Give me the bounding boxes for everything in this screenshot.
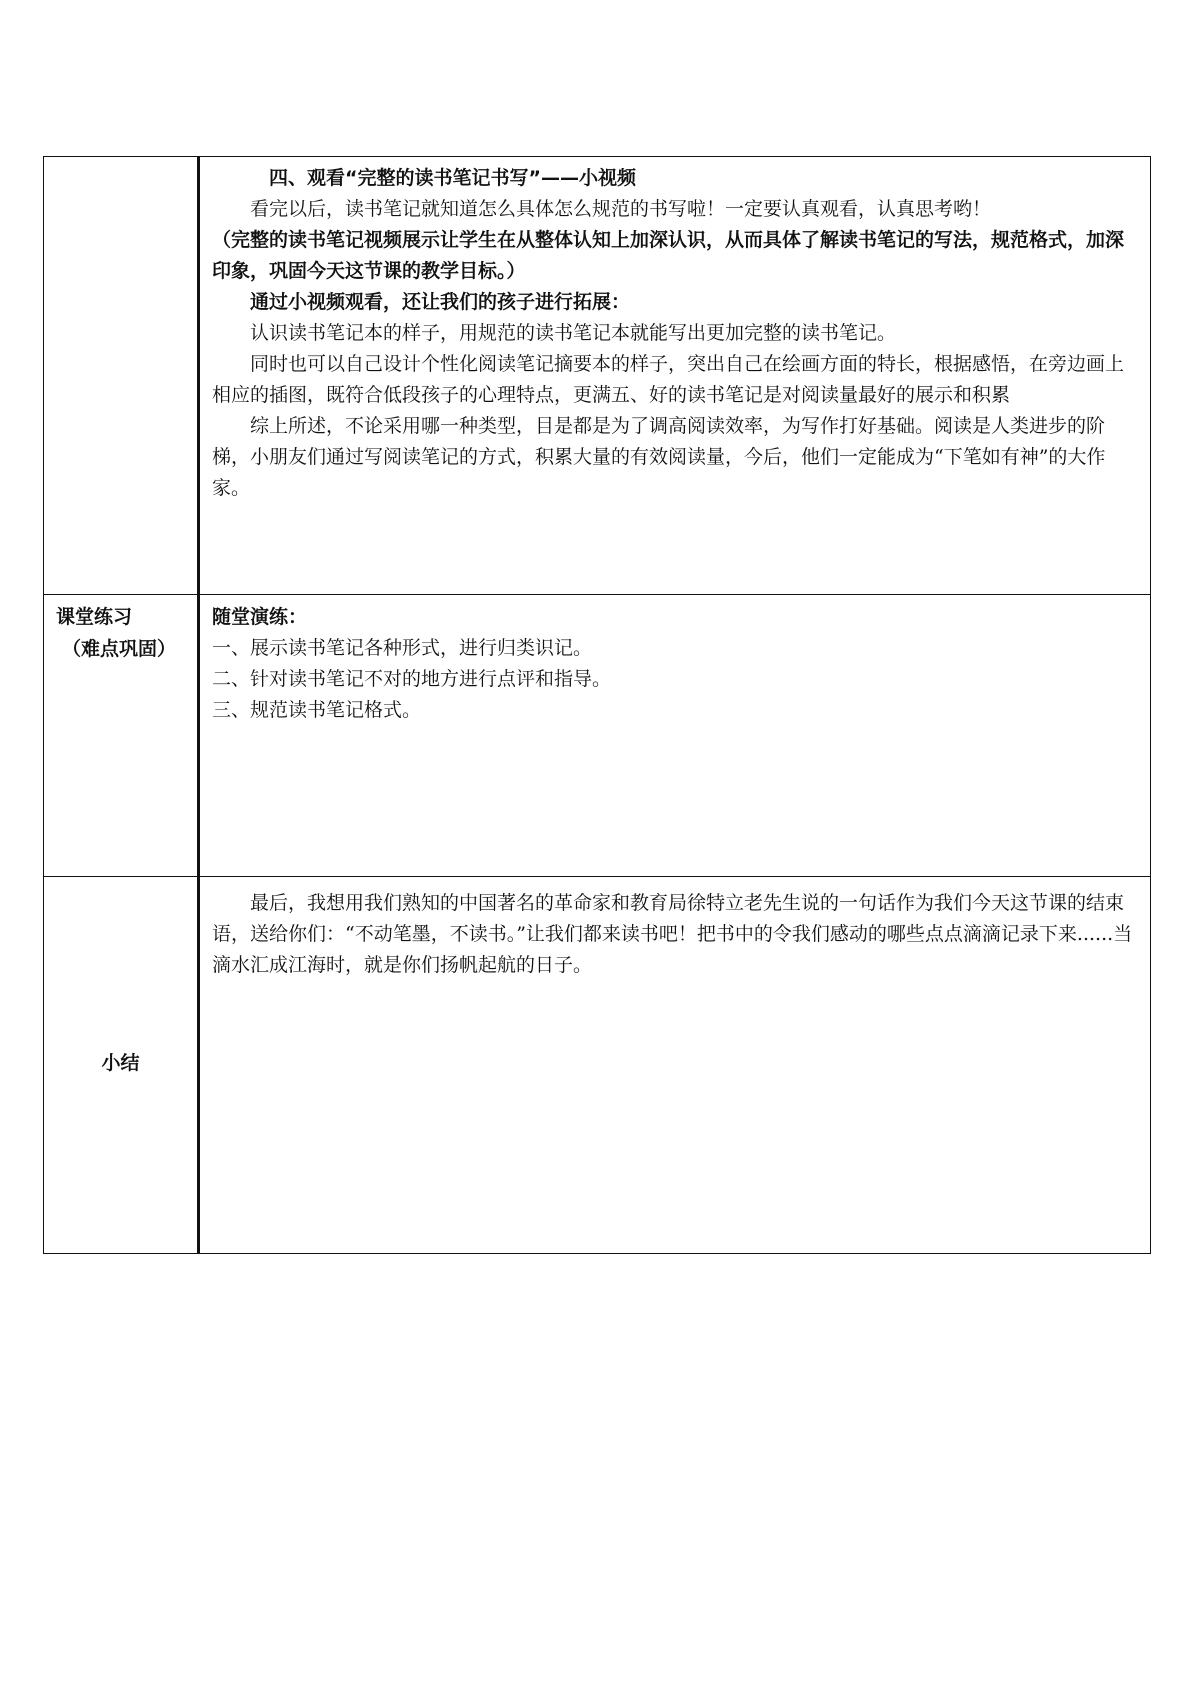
personalized-notebook-paragraph: 同时也可以自己设计个性化阅读笔记摘要本的样子，突出自己在绘画方面的特长，根据感悟，在旁边画上相应的插图，既符合低段孩子的心理特点，更满五、好的读书笔记是对阅读量最好的展示和积累	[212, 353, 1125, 406]
practice-content-cell	[199, 595, 1151, 877]
conclusion-paragraph: 综上所述，不论采用哪一种类型，目是都是为了调高阅读效率，为写作打好基础。阅读是人类进步的阶梯，小朋友们通过写阅读笔记的方式，积累大量的有效阅读量，今后，他们一定能成为“下笔如有神”的大作家。	[212, 415, 1106, 499]
notebook-paragraph: 认识读书笔记本的样子，用规范的读书笔记本就能写出更加完整的读书笔记。	[250, 322, 897, 344]
summary-paragraph: 最后，我想用我们熟知的中国著名的革命家和教育局徐特立老先生说的一句话作为我们今天这节课的结束语，送给你们：“不动笔墨，不读书。”让我们都来读书吧！把书中的令我们感动的哪些点点滴滴记录下来......当滴水汇成江海时，就是你们扬帆起航的日子。	[212, 892, 1133, 976]
video-purpose-note: （完整的读书笔记视频展示让学生在从整体认知上加深认识，从而具体了解读书笔记的写法，规范格式，加深印象，巩固今天这节课的教学目标。）	[212, 229, 1125, 282]
practice-item: 三、规范读书笔记格式。	[212, 699, 422, 721]
video-intro-paragraph: 看完以后，读书笔记就知道怎么具体怎么规范的书写啦！一定要认真观看，认真思考哟！	[250, 198, 992, 220]
practice-label-subtitle: （难点巩固）	[62, 638, 177, 660]
summary-label: 小结	[101, 1052, 140, 1074]
summary-label-cell	[44, 877, 199, 1254]
video-section-cell	[199, 157, 1151, 595]
practice-item: 二、针对读书笔记不对的地方进行点评和指导。	[212, 668, 612, 690]
practice-item: 一、展示读书笔记各种形式，进行归类识记。	[212, 637, 593, 659]
lesson-plan-table	[43, 156, 1151, 1254]
row-label-empty	[44, 157, 199, 595]
practice-label-cell	[44, 595, 199, 877]
summary-content-cell	[199, 877, 1151, 1254]
table-row-practice	[44, 595, 1151, 877]
table-row-summary	[44, 877, 1151, 1254]
extension-lead-paragraph: 通过小视频观看，还让我们的孩子进行拓展：	[250, 291, 631, 313]
practice-label-title: 课堂练习	[56, 606, 133, 628]
video-section-heading: 四、观看“完整的读书笔记书写”——小视频	[269, 167, 636, 189]
practice-heading: 随堂演练：	[212, 606, 308, 628]
table-row-video	[44, 157, 1151, 595]
